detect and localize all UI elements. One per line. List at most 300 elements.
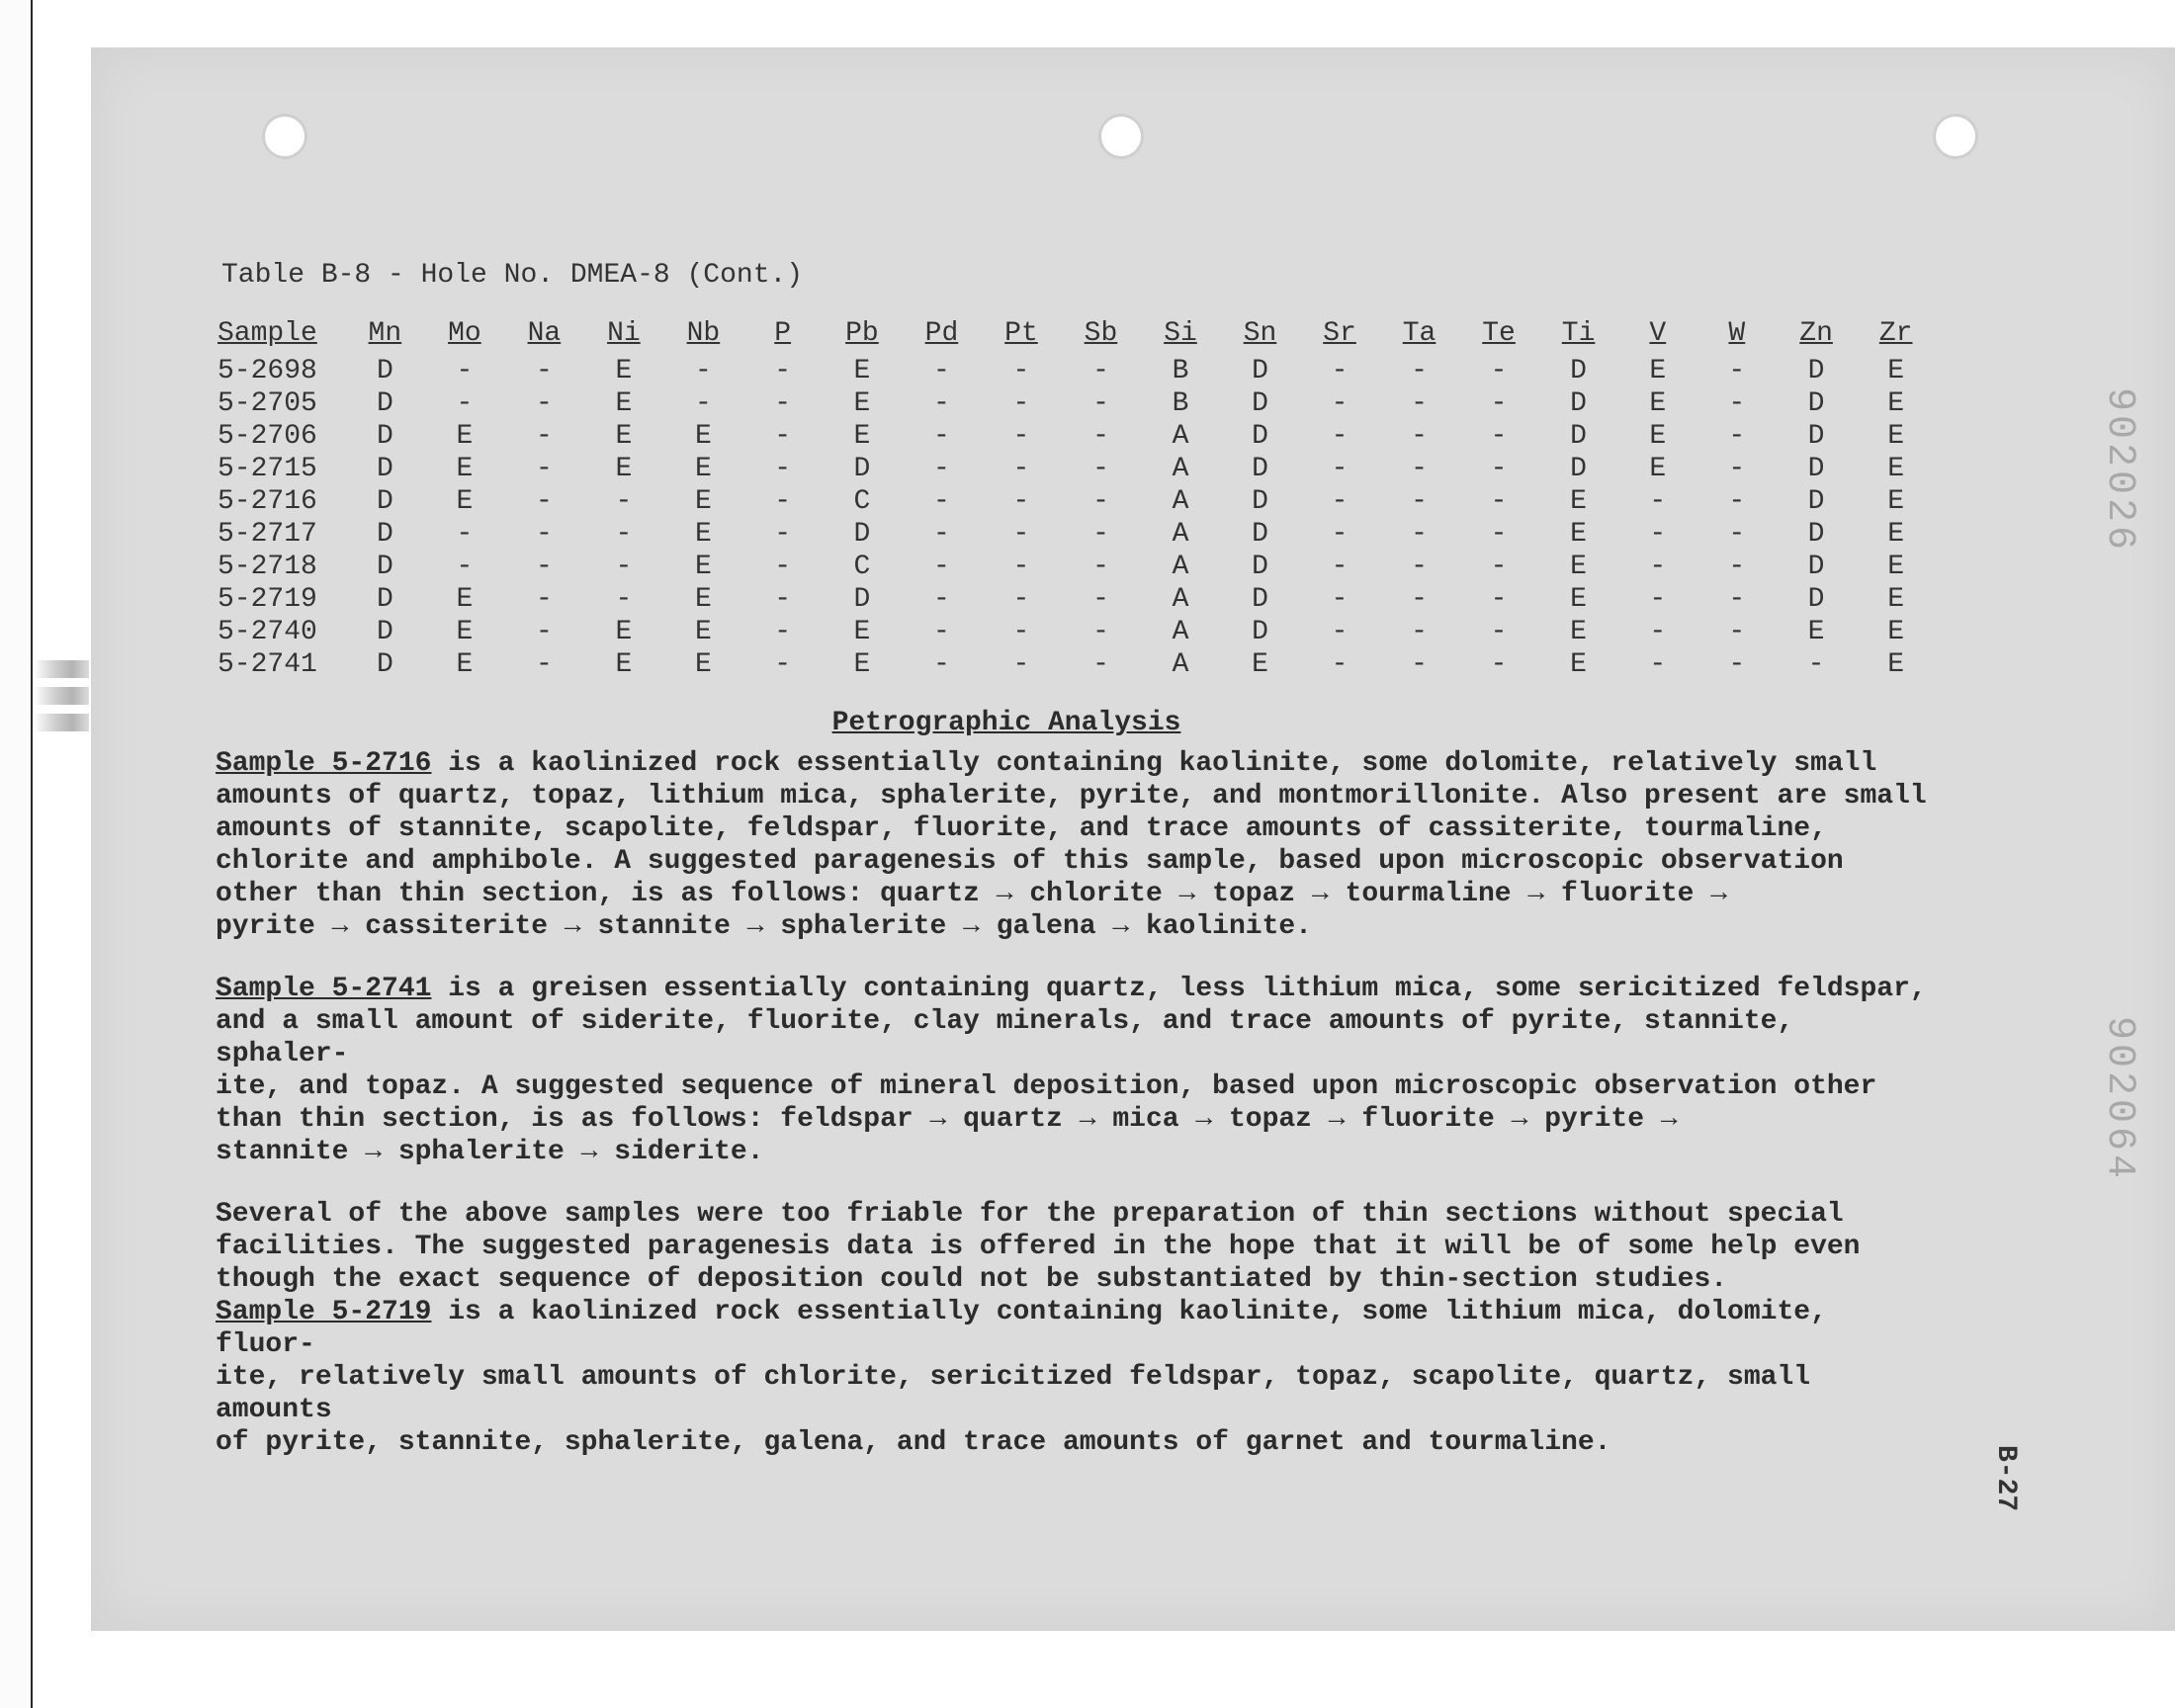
- sample-id-cell: 5-2741: [218, 649, 317, 680]
- element-table: [218, 311, 1936, 681]
- table-cell: D: [853, 584, 871, 615]
- table-cell: -: [535, 649, 553, 680]
- table-cell: -: [1012, 649, 1030, 680]
- paragraph-line: [216, 1263, 1936, 1296]
- line-text: than thin section, is as follows: feldspar → quartz → mica → topaz → fluorite → pyrite →: [216, 1104, 1678, 1135]
- line-text: is a greisen essentially containing quartz, less lithium mica, some sericitized feldspar,: [431, 974, 1927, 1004]
- column-header: Te: [1482, 317, 1516, 349]
- column-header: Ta: [1402, 317, 1436, 349]
- table-cell: -: [933, 356, 950, 386]
- table-cell: -: [1331, 454, 1348, 484]
- table-cell: -: [774, 356, 792, 386]
- table-cell: D: [1807, 356, 1825, 386]
- table-cell: E: [1570, 519, 1587, 550]
- table-cell: D: [853, 454, 871, 484]
- table-cell: E: [695, 421, 712, 452]
- table-cell: -: [1490, 486, 1508, 517]
- table-cell: E: [695, 552, 712, 582]
- column-header: Sn: [1243, 317, 1277, 349]
- table-cell: -: [1092, 649, 1109, 680]
- table-cell: D: [1807, 421, 1825, 452]
- table-cell: -: [1411, 454, 1428, 484]
- table-cell: -: [1649, 486, 1667, 517]
- table-cell: -: [615, 552, 633, 582]
- line-text: Several of the above samples were too friable for the preparation of thin sections without special: [216, 1199, 1844, 1230]
- line-text: of pyrite, stannite, sphalerite, galena, and trace amounts of garnet and tourmaline.: [216, 1427, 1611, 1458]
- table-cell: -: [1490, 649, 1508, 680]
- table-cell: -: [1012, 421, 1030, 452]
- scan-left-edge: [0, 0, 33, 1708]
- table-cell: -: [1092, 486, 1109, 517]
- table-cell: -: [1092, 552, 1109, 582]
- table-cell: -: [456, 519, 474, 550]
- table-cell: D: [1252, 421, 1268, 452]
- table-cell: E: [1649, 356, 1667, 386]
- table-cell: D: [376, 584, 393, 615]
- table-cell: D: [376, 388, 393, 419]
- table-cell: -: [1490, 421, 1508, 452]
- table-header-row: [218, 311, 1936, 355]
- table-cell: -: [535, 519, 553, 550]
- table-cell: E: [1887, 617, 1905, 647]
- column-header: V: [1649, 317, 1667, 349]
- column-header: Ni: [607, 317, 641, 349]
- table-cell: -: [1012, 617, 1030, 647]
- column-header: P: [774, 317, 792, 349]
- paragraph-line: [216, 1136, 1936, 1168]
- table-cell: E: [1252, 649, 1268, 680]
- table-cell: E: [1887, 649, 1905, 680]
- table-cell: -: [615, 486, 633, 517]
- paragraph: [216, 1296, 1936, 1459]
- table-row: [218, 387, 1936, 420]
- table-cell: -: [1012, 552, 1030, 582]
- table-cell: B: [1172, 388, 1189, 419]
- table-cell: -: [1411, 519, 1428, 550]
- table-row: [218, 648, 1936, 681]
- table-cell: -: [1490, 356, 1508, 386]
- table-cell: E: [695, 486, 712, 517]
- line-text: pyrite → cassiterite → stannite → sphalerite → galena → kaolinite.: [216, 911, 1312, 942]
- paragraph-line: [216, 1296, 1936, 1361]
- table-cell: E: [1649, 388, 1667, 419]
- table-cell: -: [1728, 584, 1746, 615]
- table-cell: -: [1728, 388, 1746, 419]
- table-row: [218, 551, 1936, 583]
- table-cell: E: [1887, 552, 1905, 582]
- table-row: [218, 453, 1936, 485]
- punch-hole: [1101, 117, 1141, 156]
- table-cell: E: [1887, 356, 1905, 386]
- table-cell: -: [1012, 584, 1030, 615]
- table-cell: E: [695, 617, 712, 647]
- table-cell: -: [535, 388, 553, 419]
- line-text: amounts of stannite, scapolite, feldspar, fluorite, and trace amounts of cassiterite, tourmaline,: [216, 813, 1827, 844]
- table-cell: -: [1411, 356, 1428, 386]
- table-cell: -: [1092, 584, 1109, 615]
- table-cell: -: [1331, 552, 1348, 582]
- line-text: amounts of quartz, topaz, lithium mica, sphalerite, pyrite, and montmorillonite. Also present are small: [216, 781, 1927, 811]
- table-cell: -: [774, 454, 792, 484]
- paragraph: [216, 973, 1936, 1168]
- table-cell: -: [615, 584, 633, 615]
- scan-artifact: [34, 660, 89, 678]
- table-cell: -: [1490, 584, 1508, 615]
- table-cell: E: [1887, 454, 1905, 484]
- table-cell: E: [695, 519, 712, 550]
- paragraph-line: [216, 1426, 1936, 1459]
- table-cell: D: [376, 617, 393, 647]
- table-cell: E: [456, 584, 474, 615]
- paragraph-line: [216, 1231, 1936, 1263]
- sample-id-cell: 5-2706: [218, 421, 317, 452]
- table-cell: D: [1570, 356, 1587, 386]
- table-cell: -: [615, 519, 633, 550]
- table-cell: E: [1887, 486, 1905, 517]
- table-cell: E: [456, 486, 474, 517]
- column-header: Mo: [448, 317, 481, 349]
- table-cell: -: [535, 552, 553, 582]
- table-cell: -: [535, 617, 553, 647]
- paragraph-line: [216, 878, 1936, 910]
- paragraph-gap: [216, 1168, 1936, 1198]
- paragraph-line: [216, 1103, 1936, 1136]
- table-cell: D: [1807, 552, 1825, 582]
- table-cell: E: [615, 454, 633, 484]
- table-cell: E: [456, 454, 474, 484]
- table-cell: -: [1012, 388, 1030, 419]
- table-cell: -: [1012, 356, 1030, 386]
- table-cell: E: [1887, 421, 1905, 452]
- sample-id-cell: 5-2718: [218, 552, 317, 582]
- line-text: and a small amount of siderite, fluorite, clay minerals, and trace amounts of pyrite, stannite, sphaler-: [216, 1006, 1794, 1069]
- table-cell: -: [535, 454, 553, 484]
- table-cell: D: [376, 421, 393, 452]
- sample-label: Sample 5-2716: [216, 748, 432, 779]
- table-row: [218, 355, 1936, 387]
- paragraph: [216, 747, 1936, 943]
- table-cell: -: [1331, 421, 1348, 452]
- table-cell: E: [1570, 486, 1587, 517]
- table-cell: E: [853, 388, 871, 419]
- table-cell: -: [1331, 584, 1348, 615]
- table-cell: -: [1728, 421, 1746, 452]
- table-cell: -: [1331, 649, 1348, 680]
- line-text: facilities. The suggested paragenesis data is offered in the hope that it will be of some help even: [216, 1232, 1861, 1262]
- document-body: [216, 259, 1936, 1459]
- table-row: [218, 583, 1936, 616]
- table-cell: -: [1331, 356, 1348, 386]
- punch-hole: [1936, 117, 1975, 156]
- table-cell: -: [1649, 584, 1667, 615]
- table-cell: -: [1728, 486, 1746, 517]
- table-cell: -: [1728, 552, 1746, 582]
- table-cell: -: [933, 519, 950, 550]
- paragraph-line: [216, 1361, 1936, 1426]
- table-cell: E: [1570, 649, 1587, 680]
- sample-label: Sample 5-2741: [216, 974, 432, 1004]
- table-cell: -: [774, 388, 792, 419]
- table-cell: A: [1172, 421, 1189, 452]
- table-cell: A: [1172, 649, 1189, 680]
- table-cell: E: [1887, 584, 1905, 615]
- table-cell: -: [1649, 519, 1667, 550]
- paragraph-line: [216, 812, 1936, 845]
- table-cell: A: [1172, 584, 1189, 615]
- column-header: Na: [527, 317, 562, 349]
- page-number: B-27: [1990, 1445, 2021, 1512]
- table-cell: D: [1252, 388, 1268, 419]
- table-cell: -: [1331, 388, 1348, 419]
- table-cell: -: [1092, 519, 1109, 550]
- table-cell: -: [1092, 388, 1109, 419]
- sample-id-cell: 5-2719: [218, 584, 317, 615]
- table-cell: -: [1728, 356, 1746, 386]
- table-cell: C: [853, 486, 871, 517]
- table-cell: E: [456, 617, 474, 647]
- table-cell: -: [1012, 519, 1030, 550]
- paragraph-gap: [216, 943, 1936, 973]
- table-cell: -: [1728, 519, 1746, 550]
- table-cell: -: [535, 421, 553, 452]
- table-cell: -: [1092, 454, 1109, 484]
- table-cell: D: [1570, 454, 1587, 484]
- line-text: chlorite and amphibole. A suggested paragenesis of this sample, based upon microscopic observation: [216, 846, 1844, 877]
- table-cell: -: [1092, 421, 1109, 452]
- column-header: Zr: [1878, 317, 1913, 349]
- paragraph-line: [216, 1005, 1936, 1070]
- table-cell: D: [376, 454, 393, 484]
- table-cell: E: [853, 356, 871, 386]
- column-header: Sample: [218, 317, 317, 349]
- table-cell: C: [853, 552, 871, 582]
- table-cell: E: [1807, 617, 1825, 647]
- paragraph: [216, 1198, 1936, 1296]
- table-cell: -: [774, 584, 792, 615]
- line-text: ite, relatively small amounts of chlorite, sericitized feldspar, topaz, scapolite, quartz, small amounts: [216, 1362, 1811, 1425]
- table-cell: E: [1887, 519, 1905, 550]
- table-cell: D: [1570, 421, 1587, 452]
- line-text: is a kaolinized rock essentially containing kaolinite, some dolomite, relatively small: [431, 748, 1877, 779]
- table-cell: E: [615, 617, 633, 647]
- table-cell: D: [376, 649, 393, 680]
- table-cell: -: [695, 388, 712, 419]
- table-cell: -: [1649, 649, 1667, 680]
- column-header: Pb: [845, 317, 879, 349]
- table-cell: D: [1807, 584, 1825, 615]
- table-cell: -: [774, 552, 792, 582]
- table-cell: D: [376, 486, 393, 517]
- column-header: Si: [1164, 317, 1197, 349]
- line-text: other than thin section, is as follows: quartz → chlorite → topaz → tourmaline → fluorite →: [216, 879, 1728, 909]
- scan-artifact: [34, 714, 89, 731]
- table-cell: -: [933, 421, 950, 452]
- table-cell: -: [1490, 519, 1508, 550]
- table-cell: -: [1411, 486, 1428, 517]
- table-cell: E: [853, 617, 871, 647]
- margin-stamp-bottom: 902064: [2097, 1016, 2141, 1183]
- column-header: Sr: [1323, 317, 1356, 349]
- sample-id-cell: 5-2716: [218, 486, 317, 517]
- table-cell: -: [1728, 454, 1746, 484]
- table-cell: -: [1411, 649, 1428, 680]
- table-cell: -: [535, 486, 553, 517]
- column-header: Pt: [1004, 317, 1038, 349]
- column-header: W: [1728, 317, 1746, 349]
- paragraph-line: [216, 845, 1936, 878]
- sample-id-cell: 5-2740: [218, 617, 317, 647]
- table-cell: D: [1252, 617, 1268, 647]
- column-header: Mn: [368, 317, 402, 349]
- table-cell: -: [1012, 454, 1030, 484]
- sample-id-cell: 5-2705: [218, 388, 317, 419]
- table-cell: D: [1252, 454, 1268, 484]
- table-cell: -: [774, 649, 792, 680]
- table-cell: E: [695, 584, 712, 615]
- paragraph-line: [216, 910, 1936, 943]
- table-cell: -: [1411, 584, 1428, 615]
- table-cell: -: [1490, 388, 1508, 419]
- table-row: [218, 420, 1936, 453]
- table-cell: E: [615, 649, 633, 680]
- table-cell: -: [456, 356, 474, 386]
- column-header: Zn: [1799, 317, 1833, 349]
- paragraph-line: [216, 780, 1936, 812]
- table-cell: -: [1490, 552, 1508, 582]
- table-cell: E: [1570, 617, 1587, 647]
- table-cell: -: [933, 486, 950, 517]
- table-cell: -: [774, 486, 792, 517]
- table-cell: D: [1570, 388, 1587, 419]
- table-cell: A: [1172, 519, 1189, 550]
- table-cell: -: [1012, 486, 1030, 517]
- table-cell: E: [695, 649, 712, 680]
- sample-id-cell: 5-2698: [218, 356, 317, 386]
- table-cell: -: [535, 356, 553, 386]
- table-cell: A: [1172, 552, 1189, 582]
- line-text: is a kaolinized rock essentially containing kaolinite, some lithium mica, dolomite, fluor-: [216, 1297, 1827, 1360]
- table-cell: -: [933, 649, 950, 680]
- table-cell: D: [1252, 519, 1268, 550]
- table-cell: D: [1807, 454, 1825, 484]
- table-cell: -: [1807, 649, 1825, 680]
- table-cell: E: [1649, 421, 1667, 452]
- table-row: [218, 485, 1936, 518]
- table-cell: -: [1331, 519, 1348, 550]
- table-cell: E: [615, 421, 633, 452]
- table-cell: D: [1252, 356, 1268, 386]
- table-cell: -: [1490, 617, 1508, 647]
- table-cell: A: [1172, 617, 1189, 647]
- table-cell: E: [456, 649, 474, 680]
- table-cell: -: [774, 519, 792, 550]
- table-cell: -: [933, 388, 950, 419]
- line-text: though the exact sequence of deposition could not be substantiated by thin-section studies.: [216, 1264, 1728, 1295]
- table-cell: D: [376, 519, 393, 550]
- table-cell: E: [853, 649, 871, 680]
- table-cell: E: [1570, 584, 1587, 615]
- table-cell: A: [1172, 454, 1189, 484]
- table-cell: -: [933, 584, 950, 615]
- paragraph-line: [216, 1070, 1936, 1103]
- table-cell: -: [1411, 421, 1428, 452]
- table-cell: -: [774, 421, 792, 452]
- table-cell: D: [376, 356, 393, 386]
- margin-stamp-top: 902026: [2097, 387, 2141, 555]
- table-cell: -: [1092, 617, 1109, 647]
- table-cell: -: [535, 584, 553, 615]
- table-cell: E: [1570, 552, 1587, 582]
- column-header: Nb: [686, 317, 721, 349]
- table-cell: D: [1807, 486, 1825, 517]
- paragraph-line: [216, 747, 1936, 780]
- punch-hole: [265, 117, 304, 156]
- table-cell: D: [1807, 519, 1825, 550]
- table-cell: D: [853, 519, 871, 550]
- table-cell: -: [1490, 454, 1508, 484]
- line-text: stannite → sphalerite → siderite.: [216, 1137, 764, 1167]
- sample-id-cell: 5-2717: [218, 519, 317, 550]
- sample-label: Sample 5-2719: [216, 1297, 432, 1327]
- table-body: [218, 355, 1936, 681]
- table-cell: E: [1887, 388, 1905, 419]
- section-title: Petrographic Analysis: [831, 708, 1181, 738]
- column-header: Ti: [1561, 317, 1596, 349]
- table-cell: -: [933, 454, 950, 484]
- paragraphs: [216, 747, 1936, 1459]
- table-cell: A: [1172, 486, 1189, 517]
- table-cell: D: [1252, 584, 1268, 615]
- table-cell: D: [376, 552, 393, 582]
- table-row: [218, 616, 1936, 648]
- scan-artifact: [34, 687, 89, 705]
- table-cell: D: [1252, 552, 1268, 582]
- table-cell: D: [1807, 388, 1825, 419]
- table-cell: -: [933, 617, 950, 647]
- table-cell: -: [1331, 617, 1348, 647]
- table-cell: -: [1728, 649, 1746, 680]
- table-cell: -: [1649, 617, 1667, 647]
- table-cell: -: [1092, 356, 1109, 386]
- table-cell: -: [774, 617, 792, 647]
- table-cell: B: [1172, 356, 1189, 386]
- table-cell: E: [615, 356, 633, 386]
- table-cell: E: [695, 454, 712, 484]
- table-cell: -: [1728, 617, 1746, 647]
- table-row: [218, 518, 1936, 551]
- paragraph-line: [216, 973, 1936, 1005]
- table-cell: E: [456, 421, 474, 452]
- table-cell: -: [1411, 617, 1428, 647]
- table-cell: -: [456, 552, 474, 582]
- table-cell: -: [456, 388, 474, 419]
- table-cell: D: [1252, 486, 1268, 517]
- table-title: Table B-8 - Hole No. DMEA-8 (Cont.): [221, 260, 804, 291]
- sample-id-cell: 5-2715: [218, 454, 317, 484]
- table-cell: -: [933, 552, 950, 582]
- table-cell: -: [695, 356, 712, 386]
- table-cell: -: [1411, 388, 1428, 419]
- table-cell: -: [1649, 552, 1667, 582]
- table-cell: -: [1331, 486, 1348, 517]
- table-cell: E: [853, 421, 871, 452]
- table-cell: E: [1649, 454, 1667, 484]
- column-header: Pd: [924, 317, 959, 349]
- table-cell: E: [615, 388, 633, 419]
- line-text: ite, and topaz. A suggested sequence of mineral deposition, based upon microscopic observation other: [216, 1071, 1877, 1102]
- paragraph-line: [216, 1198, 1936, 1231]
- table-cell: -: [1411, 552, 1428, 582]
